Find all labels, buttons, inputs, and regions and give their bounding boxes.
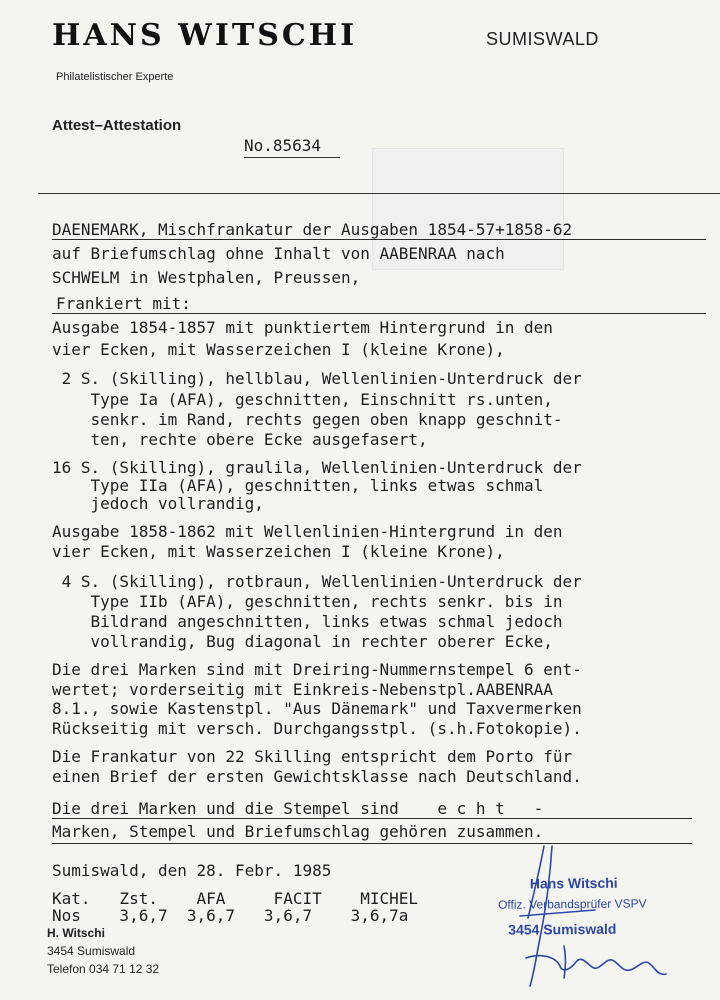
text-line: 4 S. (Skilling), rotbraun, Wellenlinien-Unterdruck der [52, 572, 582, 591]
signature-drawing [497, 838, 670, 988]
text-line: 2 S. (Skilling), hellblau, Wellenlinien-Unterdruck der [52, 369, 582, 388]
text-line: Rückseitig mit versch. Durchgangsstpl. (s.h.Fotokopie). [52, 719, 582, 738]
text-line: DAENEMARK, Mischfrankatur der Ausgaben 1854-57+1858-62 [52, 220, 573, 239]
underline [52, 313, 706, 314]
text-line: 16 S. (Skilling), graulila, Wellenlinien-Unterdruck der [52, 458, 582, 477]
text-line: 8.1., sowie Kastenstpl. "Aus Dänemark" und Taxvermerken [52, 699, 582, 718]
stamp-line-name: Hans Witschi [529, 874, 618, 892]
underline [52, 239, 706, 240]
text-line: wertet; vorderseitig mit Einkreis-Nebenstpl.AABENRAA [52, 680, 553, 699]
expert-name-heading: HANS WITSCHI [52, 18, 358, 53]
text-line: Die drei Marken sind mit Dreiring-Nummernstempel 6 ent- [52, 660, 582, 679]
stamp-line-title: Offiz. Verbandsprüfer VSPV [497, 896, 647, 912]
underline [52, 818, 692, 819]
text-line: vier Ecken, mit Wasserzeichen I (kleine Krone), [52, 340, 505, 359]
catalog-header: Kat. Zst. AFA FACIT MICHEL [52, 889, 419, 908]
expert-city: SUMISWALD [486, 29, 599, 49]
attest-number-underline [244, 157, 340, 158]
text-line: ten, rechte obere Ecke ausgefasert, [52, 430, 428, 449]
text-line: Die Frankatur von 22 Skilling entspricht dem Porto für [52, 747, 573, 766]
text-line: vollrandig, Bug diagonal in rechter oberer Ecke, [52, 632, 553, 651]
verdict-line: Die drei Marken und die Stempel sind e c h t - [52, 799, 544, 818]
section-heading: Frankiert mit: [56, 294, 191, 313]
attest-number: No.85634 [244, 136, 322, 155]
footer-address [47, 924, 159, 978]
text-line: Type IIb (AFA), geschnitten, rechts senkr. bis in [52, 592, 563, 611]
text-line: SCHWELM in Westphalen, Preussen, [52, 268, 361, 287]
text-line: jedoch vollrandig, [52, 494, 264, 513]
header-divider [38, 193, 720, 194]
attest-label: Attest–Attestation [52, 117, 182, 134]
text-line: Bildrand angeschnitten, links etwas schmal jedoch [52, 612, 563, 631]
text-line: senkr. im Rand, rechts gegen oben knapp geschnit- [52, 410, 563, 429]
text-line: auf Briefumschlag ohne Inhalt von AABENRAA nach [52, 244, 505, 263]
verdict-line: Marken, Stempel und Briefumschlag gehören zusammen. [52, 822, 544, 841]
text-line: Type IIa (AFA), geschnitten, links etwas schmal [52, 476, 544, 495]
place-date: Sumiswald, den 28. Febr. 1985 [52, 861, 332, 880]
text-line: Ausgabe 1858-1862 mit Wellenlinien-Hintergrund in den [52, 522, 563, 541]
text-line: einen Brief der ersten Gewichtsklasse nach Deutschland. [52, 767, 582, 786]
catalog-values: Nos 3,6,7 3,6,7 3,6,7 3,6,7a [52, 906, 409, 925]
expert-subtitle: Philatelistischer Experte [56, 71, 174, 83]
text-line: vier Ecken, mit Wasserzeichen I (kleine Krone), [52, 542, 505, 561]
footer-name: H. Witschi [47, 926, 105, 940]
footer-city: 3454 Sumiswald [47, 944, 136, 958]
footer-phone: Telefon 034 71 12 32 [47, 962, 160, 976]
text-line: Ausgabe 1854-1857 mit punktiertem Hintergrund in den [52, 318, 553, 337]
text-line: Type Ia (AFA), geschnitten, Einschnitt rs.unten, [52, 390, 553, 409]
stamp-line-city: 3454 Sumiswald [508, 920, 617, 938]
